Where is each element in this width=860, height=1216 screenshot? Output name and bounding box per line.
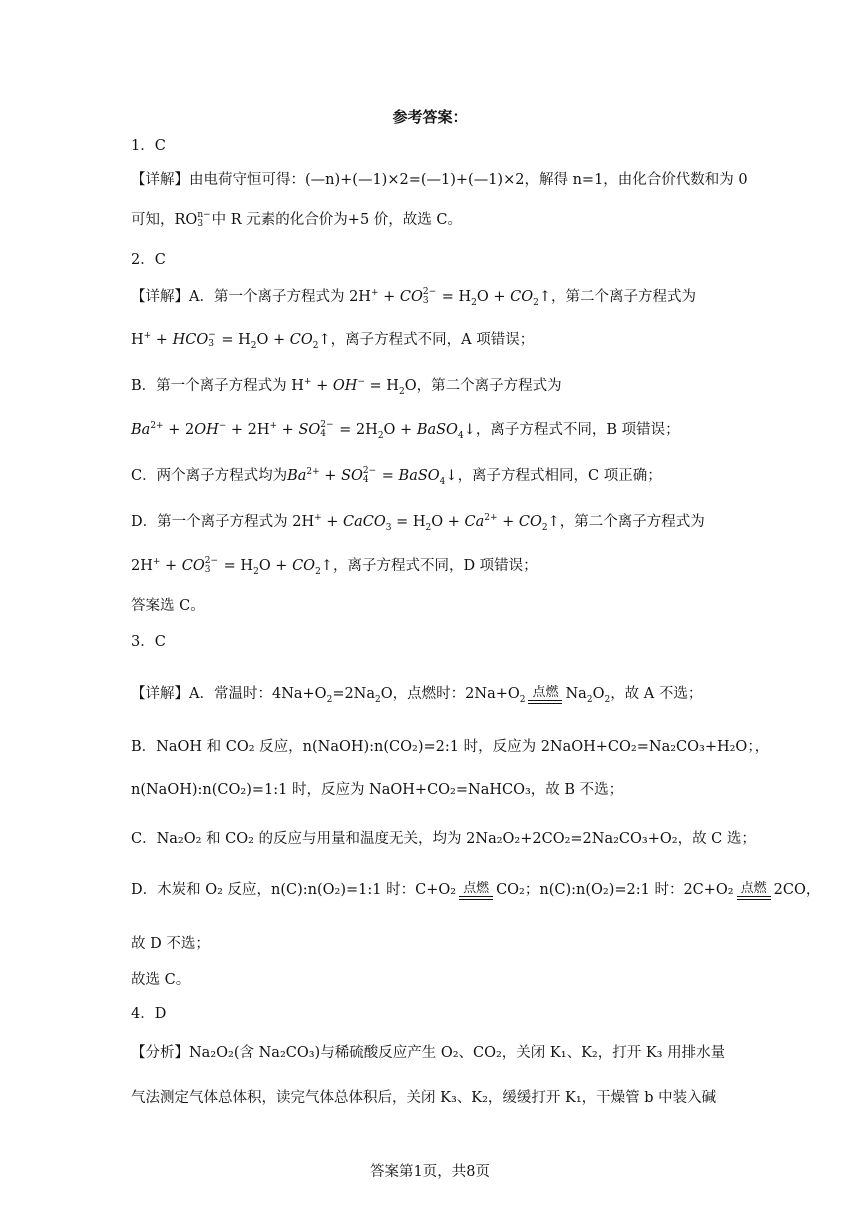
detail-3-c: C．Na₂O₂ 和 CO₂ 的反应与用量和温度无关，均为 2Na₂O₂+2CO₂=2Na₂CO₃+O₂，故 C 选； [131, 831, 756, 847]
detail-3-b-line1: B．NaOH 和 CO₂ 反应，n(NaOH):n(CO₂)=2:1 时，反应为 2NaOH+CO₂=Na₂CO₃+H₂O；， [131, 739, 770, 755]
reaction-arrow: 点燃 [456, 882, 496, 900]
answer-2: 2．C [131, 252, 166, 268]
answer-3: 3．C [131, 634, 166, 650]
detail-3-b-line2: n(NaOH):n(CO₂)=1:1 时，反应为 NaOH+CO₂=NaHCO₃，故 B 不选； [131, 782, 624, 798]
detail-1-line1: 【详解】由电荷守恒可得：(—n)+(—1)×2=(—1)+(—1)×2，解得 n=1，由化合价代数和为 0 [131, 172, 748, 188]
page-footer: 答案第1页，共8页 [370, 1164, 490, 1180]
detail-1-line2: 可知，RO n− 3 中 R 元素的化合价为+5 价，故选 C。 [131, 210, 462, 229]
answer-4: 4．D [131, 1006, 167, 1022]
reaction-arrow: 点燃 [525, 686, 565, 704]
analysis-4-line2: 气法测定气体总体积，读完气体总体积后，关闭 K₃、K₂，缓缓打开 K₁，干燥管 b 中装入碱 [131, 1090, 717, 1106]
detail-2-a-line2: H+ + HCO − 3 = $H_2O$ + $CO_2↑$，离子方程式不同，A 项错误； [131, 330, 535, 351]
page-title: 参考答案： [392, 108, 468, 126]
detail-2-a-line1: 【详解】A．第一个离子方程式为 2H+ + CO 2− 3 = $H_2O$ + $CO_2↑$，第二个离子方程式为 [131, 287, 697, 308]
reaction-arrow: 点燃 [734, 882, 774, 900]
answer-1: 1．C [131, 138, 166, 154]
detail-2-d-line2: 2H+ + CO 2− 3 = $H_2O$ + $CO_2↑$，离子方程式不同，D 项错误； [131, 556, 538, 577]
analysis-4-line1: 【分析】Na₂O₂(含 Na₂CO₃)与稀硫酸反应产生 O₂、CO₂，关闭 K₁、K₂，打开 K₃ 用排水量 [131, 1045, 726, 1061]
detail-2-b-line1: B．第一个离子方程式为 $H^+ + OH^- = H_2O$，第二个离子方程式为 [131, 377, 562, 397]
conclusion-3: 故选 C。 [131, 972, 191, 988]
detail-3-d: D．木炭和 O₂ 反应，n(C):n(O₂)=1:1 时：C+O₂ 点燃 CO₂；n(C):n(O₂)=2:1 时：2C+O₂ 点燃 2CO， [131, 881, 821, 898]
detail-2-b-line2: $Ba^{2+} + 2OH^- + 2H^+$ + SO 2− 4 = $2H_2O$ + BaSO$_4$↓，离子方程式不同，B 项错误； [131, 420, 680, 441]
detail-2-d-line1: D．第一个离子方程式为 2H+ + CaCO$_3$ = $H_2O + Ca^{2+}$ + $CO_2↑$，第二个离子方程式为 [131, 513, 705, 533]
conclusion-2: 答案选 C。 [131, 598, 205, 614]
detail-3-d-cont: 故 D 不选； [131, 936, 210, 952]
detail-2-c: C．两个离子方程式均为$Ba^{2+}$ + SO 2− 4 = BaSO$_4$↓，离子方程式相同，C 项正确； [131, 466, 662, 487]
detail-3-a: 【详解】A．常温时：$4Na+O_2=2Na_2O$，点燃时：$2Na+O_2$ 点燃 $Na_2O_2$，故 A 不选； [131, 685, 703, 705]
